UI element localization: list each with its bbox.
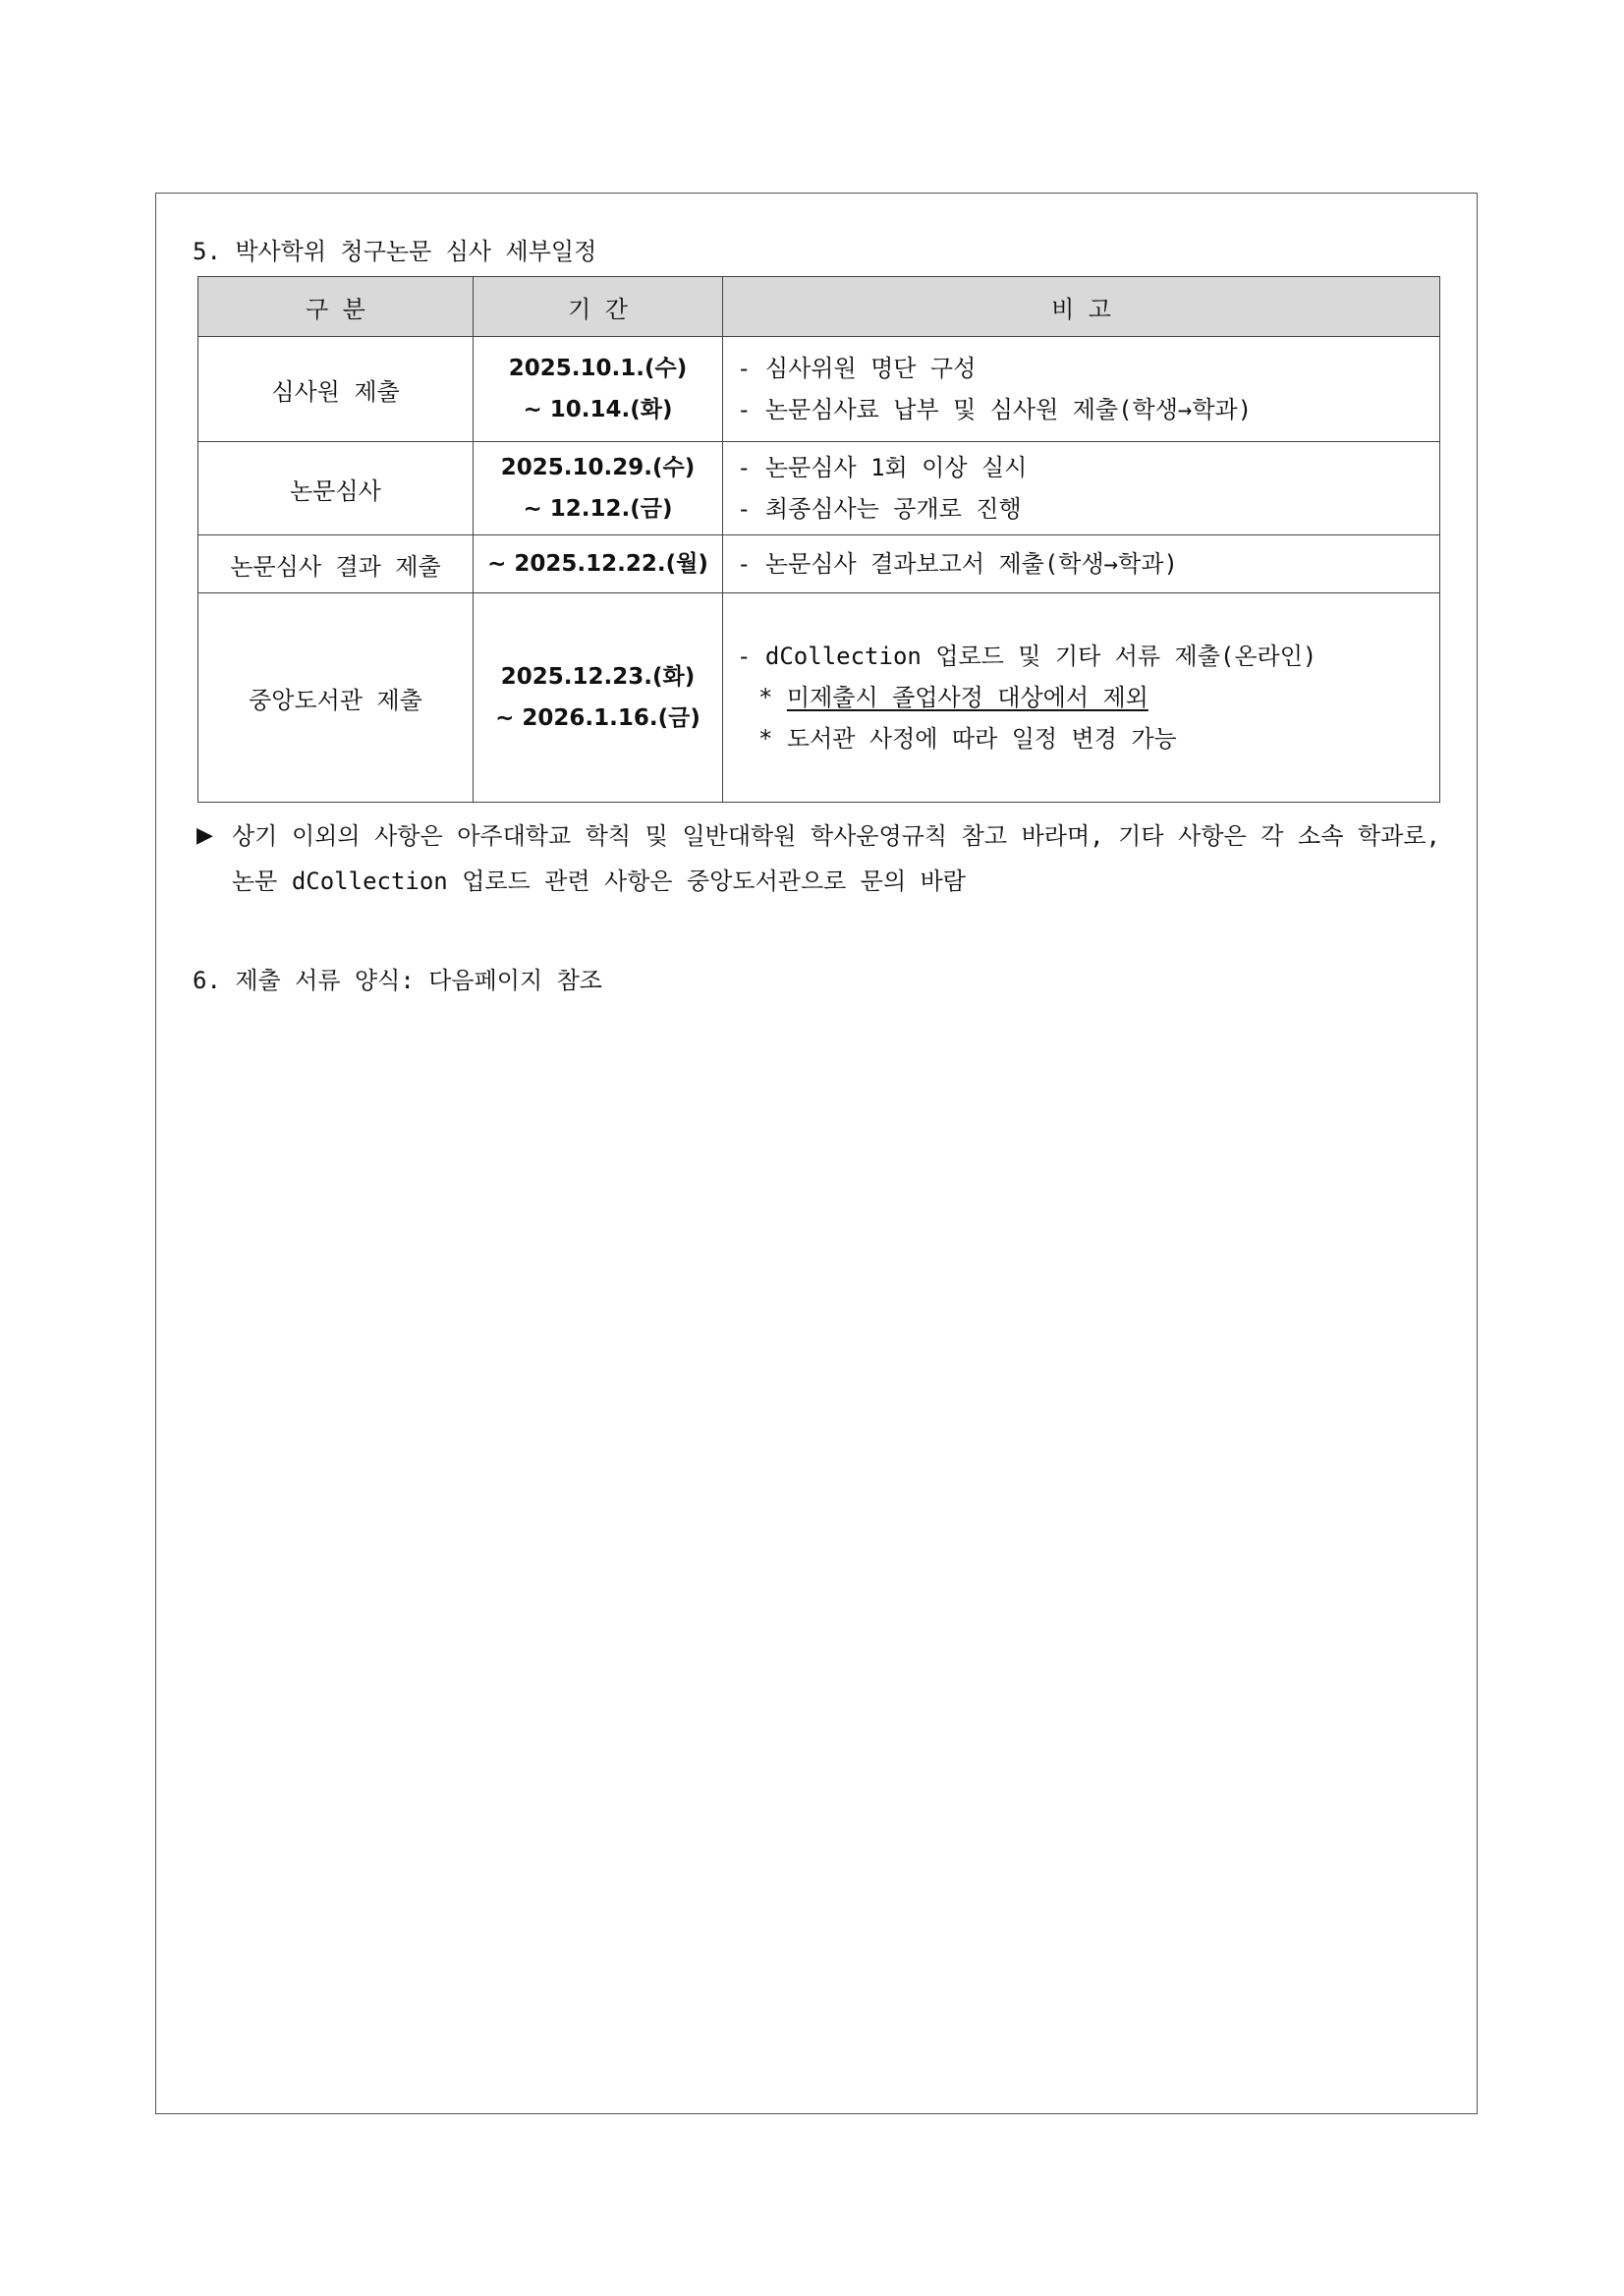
table-row <box>198 337 1440 442</box>
footnote <box>196 813 1440 904</box>
header-category: 구 분 <box>198 277 474 337</box>
section-5-title: 5. 박사학위 청구논문 심사 세부일정 <box>193 238 597 265</box>
period-end: ~ 2025.12.22.(월) <box>487 551 708 577</box>
sub-note-text: 도서관 사정에 따라 일정 변경 가능 <box>786 725 1177 753</box>
note-item: - 논문심사료 납부 및 심사원 제출(학생→학과) <box>737 396 1253 423</box>
triangle-bullet-icon: ▶ <box>196 823 213 848</box>
row-notes <box>723 442 1440 535</box>
note-item: - 최종심사는 공개로 진행 <box>737 495 1022 523</box>
footnote-text: 상기 이외의 사항은 아주대학교 학칙 및 일반대학원 학사운영규칙 참고 바라며, 기타 사항은 각 소속 학과로, 논문 dCollection 업로드 관련 사항은 중앙도서관으로 문의 바람 <box>232 822 1440 895</box>
row-category: 논문심사 결과 제출 <box>198 535 474 593</box>
row-period <box>474 337 723 442</box>
note-item: - 논문심사 결과보고서 제출(학생→학과) <box>737 550 1178 578</box>
note-item: - dCollection 업로드 및 기타 서류 제출(온라인) <box>737 643 1317 670</box>
row-notes <box>723 337 1440 442</box>
sub-note-bullet: * <box>758 684 787 711</box>
row-period <box>474 535 723 593</box>
period-start: 2025.10.29.(수) <box>500 455 696 480</box>
row-period <box>474 442 723 535</box>
note-item: - 심사위원 명단 구성 <box>737 355 977 382</box>
sub-note-item <box>737 677 1439 718</box>
table-row <box>198 442 1440 535</box>
period-end: ~ 12.12.(금) <box>523 496 673 522</box>
row-notes <box>723 535 1440 593</box>
row-category: 논문심사 <box>198 442 474 535</box>
row-period <box>474 593 723 803</box>
period-start: 2025.12.23.(화) <box>500 664 696 690</box>
period-end: ~ 2026.1.16.(금) <box>495 705 700 731</box>
note-item: - 논문심사 1회 이상 실시 <box>737 454 1028 481</box>
row-notes <box>723 593 1440 803</box>
table-row <box>198 535 1440 593</box>
table-header-row <box>198 277 1440 337</box>
header-period: 기 간 <box>474 277 723 337</box>
sub-note-bullet: * <box>758 725 787 753</box>
table-row <box>198 593 1440 803</box>
sub-note-text-underlined: 미제출시 졸업사정 대상에서 제외 <box>786 684 1148 711</box>
sub-note-item <box>737 718 1439 759</box>
schedule-table <box>197 276 1440 803</box>
section-6-title: 6. 제출 서류 양식: 다음페이지 참조 <box>193 967 602 994</box>
period-start: 2025.10.1.(수) <box>508 356 688 381</box>
period-end: ~ 10.14.(화) <box>523 397 673 422</box>
row-category: 중앙도서관 제출 <box>198 593 474 803</box>
header-notes: 비 고 <box>723 277 1440 337</box>
row-category: 심사원 제출 <box>198 337 474 442</box>
